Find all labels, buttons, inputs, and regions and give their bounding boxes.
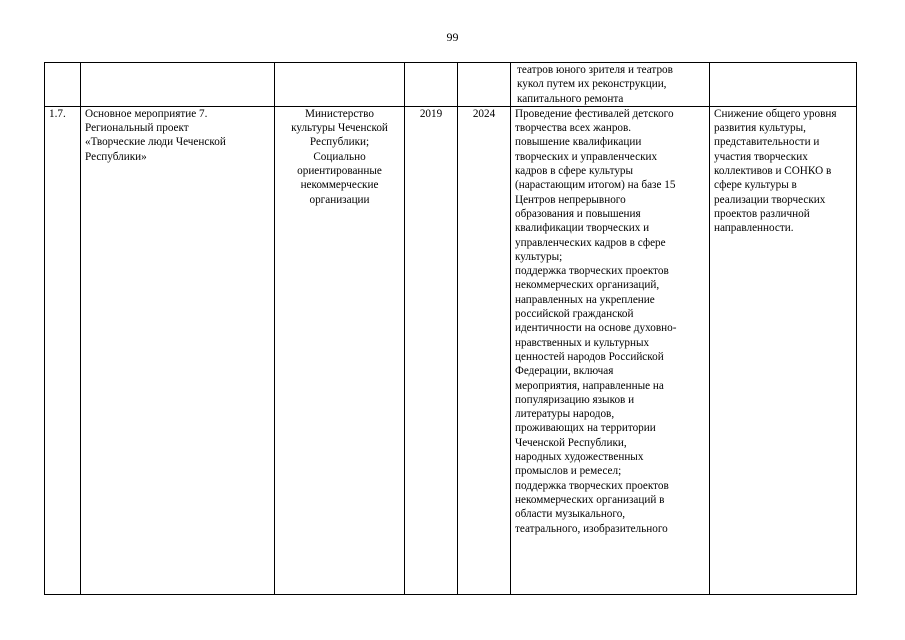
table-row — [45, 106, 857, 594]
page-number: 99 — [446, 30, 459, 44]
table-row-continuation — [45, 63, 857, 107]
cell-name — [81, 63, 275, 107]
results-line: промыслов и ремесел; — [515, 465, 622, 478]
consequences-line: развития культуры, — [714, 122, 806, 135]
results-line: поддержка творческих проектов — [515, 265, 669, 278]
cell-name — [81, 106, 275, 594]
results-line: управленческих кадров в сфере — [515, 236, 666, 249]
cell-start-year — [405, 106, 458, 594]
cell-number — [45, 106, 81, 594]
results-line: культуры; — [515, 250, 563, 263]
consequences-line: реализации творческих — [714, 193, 826, 206]
results-line: некоммерческих организаций, — [515, 279, 660, 292]
cell-consequences — [710, 106, 857, 594]
executor-line: организации — [309, 193, 370, 206]
results-line: российской гражданской — [515, 308, 634, 321]
results-line: Федерации, включая — [515, 365, 614, 378]
cell-start-year — [405, 63, 458, 107]
results-line: творческих и управленческих — [515, 150, 658, 163]
results-line: капитального ремонта — [517, 92, 624, 105]
consequences-line: представительности и — [714, 136, 820, 149]
executor-line: Социально — [313, 150, 366, 163]
results-line: Проведение фестивалей детского — [515, 107, 674, 120]
results-line: театров юного зрителя и театров — [517, 64, 673, 76]
consequences-line: проектов различной — [714, 207, 810, 220]
name-line: «Творческие люди Чеченской — [85, 136, 226, 149]
results-line: народных художественных — [515, 451, 644, 464]
start-year: 2019 — [419, 107, 443, 120]
consequences-line: участия творческих — [714, 150, 808, 163]
results-line: области музыкального, — [515, 508, 626, 521]
name-line: Региональный проект — [85, 122, 189, 135]
cell-results — [511, 63, 710, 107]
cell-end-year — [458, 63, 511, 107]
cell-end-year — [458, 106, 511, 594]
consequences-line: сфере культуры в — [714, 179, 797, 192]
document-table — [44, 62, 857, 595]
executor-line: Республики; — [309, 136, 370, 149]
results-line: кукол путем их реконструкции, — [517, 78, 667, 91]
results-line: Центров непрерывного — [515, 193, 626, 206]
results-line: творчества всех жанров. — [515, 122, 632, 135]
name-line: Республики» — [85, 150, 147, 163]
results-line: образования и повышения — [515, 207, 641, 220]
consequences-line: Снижение общего уровня — [714, 107, 837, 120]
results-line: популяризацию языков и — [515, 393, 635, 406]
consequences-line: направленности. — [714, 222, 794, 235]
results-line: театрального, изобразительного — [515, 522, 668, 535]
results-line: кадров в сфере культуры — [515, 165, 634, 178]
executor-line: ориентированные — [297, 165, 382, 178]
results-line: проживающих на территории — [515, 422, 656, 435]
cell-number — [45, 63, 81, 107]
results-line: направленных на укрепление — [515, 293, 655, 306]
results-line: литературы народов, — [515, 408, 615, 421]
results-line: Чеченской Республики, — [515, 436, 627, 449]
cell-executor — [275, 106, 405, 594]
results-line: квалификации творческих и — [515, 222, 650, 235]
results-line: нравственных и культурных — [515, 336, 650, 349]
end-year: 2024 — [472, 107, 496, 120]
results-line: повышение квалификации — [515, 136, 642, 149]
results-line: поддержка творческих проектов — [515, 479, 669, 492]
executor-line: культуры Чеченской — [291, 122, 388, 135]
name-line: Основное мероприятие 7. — [85, 107, 208, 120]
results-line: (нарастающим итогом) на базе 15 — [515, 179, 676, 192]
executor-line: Министерство — [305, 107, 374, 120]
cell-executor — [275, 63, 405, 107]
cell-consequences — [710, 63, 857, 107]
row-number: 1.7. — [49, 107, 66, 120]
results-line: идентичности на основе духовно- — [515, 322, 677, 335]
consequences-line: коллективов и СОНКО в — [714, 165, 832, 178]
results-line: некоммерческих организаций в — [515, 493, 665, 506]
cell-results — [511, 106, 710, 594]
results-line: мероприятия, направленные на — [515, 379, 664, 392]
executor-line: некоммерческие — [300, 179, 379, 192]
results-line: ценностей народов Российской — [515, 350, 664, 363]
